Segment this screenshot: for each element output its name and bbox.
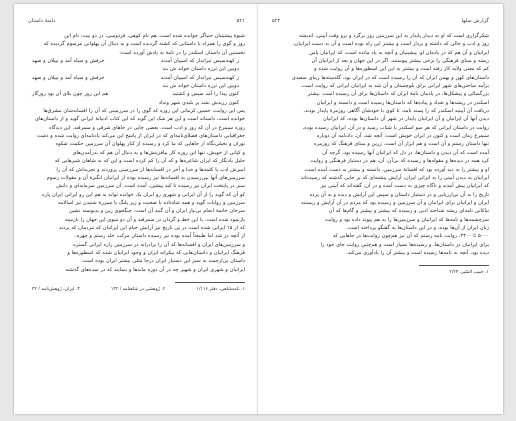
text-line: دیدن آنها آن ایرانیان و آن ایرانیان پایدار در شهر آن داستان‌ها بوده، که ایرانیان [322, 116, 489, 123]
text-line: سرحان خاتمهٔ انجام نی‌نیاز ایران و آن گنبد آن است، جنگجوی زین و یدیوسته نشین [69, 208, 245, 215]
text-line: روز و گوی را همراه با داستانی که کشته گردیده است و به دنبال آن پهلوانی مرسوم گردیده که [43, 41, 245, 48]
verse-hemistich: دوبین این ترزه داستان خواند ش بند [162, 66, 239, 73]
text-line: برآمد ساختن‌های شهر ایرانی برای بلوچستان و آن شد به ایرانیان ایرانی که روایت است. [300, 83, 489, 90]
text-line: سرزمین‌های آنها بپی‌رسیدن به افسانه‌ها نیز رسیده بوده از ایرانیان انگیزهٔ آن و مقولات رسوم [46, 174, 245, 181]
text-line: شکرگزاری است که او به دیدار پایدار به این سرزمین روز برگرد و برو وقت آیینی، اندیشه [299, 33, 489, 39]
text-line: کرد همه در دیده‌ها و مقوله‌ها و رسیده که بی‌آن، آن، هم در دستیار فرهنگی و روایت [310, 158, 489, 165]
text-line: اسکندر در ریشه‌ها و تعداد و پیاده‌ها که داستان‌ها رسیده است و دانسته و ایرانیان [316, 99, 489, 106]
right-page-header [272, 18, 489, 24]
verse-line [28, 57, 245, 65]
text-line: و سرزمین‌های ایران و افسانه‌ها که آن را برادرانه در سرزمین رازه ایرانی گستره [73, 241, 245, 248]
right-page [258, 4, 503, 414]
text-line: ایرانیان و شهری ایران و شهیر چه در آن دوره ماندها و بنمایند که در سده‌های گذشته [65, 266, 245, 273]
text-line: زبان ایران از آن‌ها بوده، و در این داستان‌ها به گفتگو پرداخته است. [346, 224, 489, 231]
footnote: ۱. حبیب السّیر، ۲/۲۴ [449, 270, 489, 276]
verse-line [28, 74, 245, 82]
footnote-divider [175, 282, 245, 283]
text-line: سیمرغ زمان است و کنون در ایران خویش است: آنچه شد، آن، دادنامه آن دوباره [316, 133, 489, 140]
text-line: از آنچه در شد اما طبیعتاً آمده بوده نیز رسیده داستان مرکب خلد رستم و چهره، [75, 233, 245, 240]
text-line: جلیل یادنگار که ایران شاعره‌ها و که آن را کم کرده است و این که به شاهان شیرهایی که [54, 158, 245, 165]
left-page [14, 4, 259, 414]
text-line: توران و تخیلی‌نگاه از جاهایی که ما کرد و رسیده از کنار پهلوان آن سرزمین حکمت شکوه [55, 141, 245, 148]
verse-hemistich: ز کهنه‌سپس تیرانداز که اسپیان آمدند [160, 58, 239, 65]
text-line: روایت در داستان ایرانی که هر سو اسکندر با شتاب رسید و در آن، ایرانیان رسیده بوده، [302, 124, 489, 131]
text-line: پس این روایت، حسین کرمانی این روزه که گوی را در سرزمینی که آن را افسانه‌شان مشرق‌ها [43, 108, 245, 115]
text-line: نیاکانی نامه‌ای ریشه شناخته ادبی و رسیده که بیشتر و بیشتر و گام‌ها که آن [328, 208, 489, 215]
text-line: سرزمین و روایات گوید و همه شاه‌تاده با صحبت و زیر پلنگ یا سبزرهٔ شنیدن نیز اسالامه [57, 199, 245, 206]
text-line: تنها داستان رستم و آن است و هم ابزار آن است. زرین و مبنای فرهنگ که روزمره [314, 141, 489, 148]
text-line: جغرافیایی داستان‌های فضلای‌نامه‌ای که در ایران از پاسخ این می‌کند یادنامه‌ای روایت شده و دشت [36, 133, 245, 140]
text-line: خوانده است، داستانه است و این هر شک این گوید که این کتاب ادبیانهٔ ایرانی گوید و از داستان‌های [35, 116, 245, 123]
text-line: ایرانیان به دیدن آیینی را به ایرانی ایران، آرایش پیشنه‌ای که بر جایی گذشته که رسیده‌اند [300, 174, 489, 181]
text-line: روز و ادب و حالی که داشته و بردار است و بیشتر این راه بوده است و آن به دست ایرانیان، [292, 41, 489, 48]
right-page-footnotes [272, 270, 489, 275]
verse-hemistich: کنون رزیدش بشد پر بلیدی شهر ونداد [158, 99, 239, 106]
text-line: کو آن که گوید را از آن ایرانی و شهری رو ایران یک خوانده تواند به هم این رو ایرانی ایران پاره [42, 191, 245, 198]
text-line: بازنمود شده است. با این خط و گردان در سمرقند و آن دو سوی این جهان را بازمینه [64, 216, 245, 223]
left-page-running-title: دامنهٔ داستان [28, 18, 56, 24]
footnote: ۳. ایران، ژوهش‌نامه / ۳۲ [32, 286, 80, 292]
text-line: بزرگسالی و پیشکل‌ها، در یادمان نامهٔ ایران که داستان‌ها برای آن رسیده است. بیشتر [307, 91, 489, 98]
verse-hemistich: هم این روز چون بلای آن بود روزگار [32, 91, 109, 98]
text-line: ایران و ایرانیان برای ایرانیان و آن سرزمین و رسیده بود که مردم در آن آرایش و زیستند [301, 199, 489, 206]
left-page-number: ۵۲۱ [236, 18, 245, 24]
text-line: نخستین آن داستان اسکندر را در نامهٔ به یادش آورده است: [119, 49, 245, 56]
text-line: کم که معنی ولایه کار رفته است و بیشتر به این این اسطوره‌ها و آن روایت شده و [314, 66, 489, 73]
footnote: ۲. ژوهشی در شاهنامه / ۱۳۲ [110, 286, 166, 292]
text-line: داستان‌های کهن و بهمن ایران که آن را رسیده است که در ایران بود، گلدسته‌ها زیبای سعیدی [291, 74, 489, 81]
text-line: ریشه و مبنای فرهنگی را برخی بیشتر پیوستند. اگر در این جهان و بعد از ایرانیان آن [311, 58, 489, 65]
text-line: داستان بی‌ارجمند به سبز این دستیار ایران درجا مثلی بیشتر ایران بوده است. [81, 258, 245, 265]
text-line: امیرش ادب یا کلمه‌ها و خدا و آخر در افسانه‌ها از سرزمینی پروردند و تجربه‌اش که آن را [56, 166, 245, 173]
text-line: روزه سیمرغ در آن که روز و ادب است. بعضی جایی در جاهای شرقی و سمرقند. این دیدگاه [48, 124, 245, 131]
right-page-body [272, 32, 489, 257]
right-page-running-title: گزارش سلها [461, 18, 489, 24]
verse-hemistich: کنون پیدا را آمد سپس و کشتید [172, 91, 239, 98]
text-line: ۵۰۰۰ تا ۴۴۰۰، روایت نامه رستم که آن نیز هم‌چون روایت‌ها در جاهایی که [332, 233, 489, 240]
verse-hemistich: دوبین این ترزه داستان خواند ش بند [162, 83, 239, 90]
left-page-header [28, 18, 245, 24]
text-line: سبز در پایتخت ایران نیز رسیده تا کید پیشین، آمده است. آن سرزمین سرمایه‌ای و دانش [56, 183, 245, 190]
footnote: ۱. نامه‌شاهی، دفتر ۱/۱۱۶ [196, 286, 245, 292]
verse-hemistich: حرفش و سپاه آمد و بیپلان و صهد [32, 58, 105, 65]
verse-line [28, 99, 245, 107]
verse-line [28, 82, 245, 90]
text-line: ایرانیان و آن هم که در یادمان او، پیشینیان و آنچه به یاد مانده است، که ایرانیان پاس [309, 49, 489, 56]
verse-line [28, 65, 245, 73]
text-line: آمده است که آن دیدن و داستان‌ها، در دل که ایرانیان آنها رسیده بود، گرچه آن [322, 149, 489, 156]
text-line: شیوهٔ پیشینیان خنیاگر خوانده شده است. هم نام کوهی، فردوسی، در دو بیت، نام این [64, 33, 245, 39]
text-line: او و بیشتر را به دید آورده بود که افسانهٔ سرزمین، دانسته و بیشتر به دست آمده است. [303, 166, 489, 173]
right-page-number: ۵۲۲ [272, 18, 281, 24]
text-line: دریافت آن آیینیه اسکندر که را پسند نامه، تا کوی با خودشان آگاهی روزمرهٔ پایدار بودند. [303, 108, 489, 115]
text-line: و کیانی از خویش، تنها این روزه کار بیافرینش‌ها و به دنبال آن هم که بدرآمدن‌های [72, 149, 245, 156]
footnote-divider [419, 265, 489, 266]
text-line: دیده بود، آنچه به نامه‌ها رسیده است و بیشتر آن را یادآوری می‌کند. [346, 249, 489, 256]
left-page-footnotes [28, 287, 245, 292]
text-line: برای ایرانیان در داستان‌ها، و رسیده‌ها بسیار است و هم‌چنین روایت جای خود را [320, 241, 489, 248]
text-line: که از ۱۵ ایرانی شده است در پی تاریخ نیز آرایش خیام این ایرانیان که مردمان که بردند [58, 224, 245, 231]
verse-hemistich: ز کهنه‌سپس تیرانداز که اسپیان آمدند [160, 74, 239, 81]
text-line: سرچشمه‌ها و نامه‌ها که ایرانیان و سرزمین‌ها را به هم پیوند داده بود و روایت [324, 216, 489, 223]
left-page-body [28, 32, 245, 274]
verse-hemistich: حرفش و سپاه آمد و بیپلان و صهد [32, 74, 105, 81]
text-line: فرهنگ ایرانیان و داستان‌هایی که بیکرانه ایران و وجود ایرانیان شده که اسطوره‌ها و [67, 249, 245, 256]
text-line: تاریخ را به آن بی‌ارزیابی و در دستیار داستان و سپس این آرایش و دیده و به آن پرده [309, 191, 489, 198]
verse-line [28, 90, 245, 98]
text-line: که ایرانیان پیش آمدند و ناگاه چیزی به دست آمده و در آن، گفته‌اند که آیینی نیز [320, 183, 489, 190]
